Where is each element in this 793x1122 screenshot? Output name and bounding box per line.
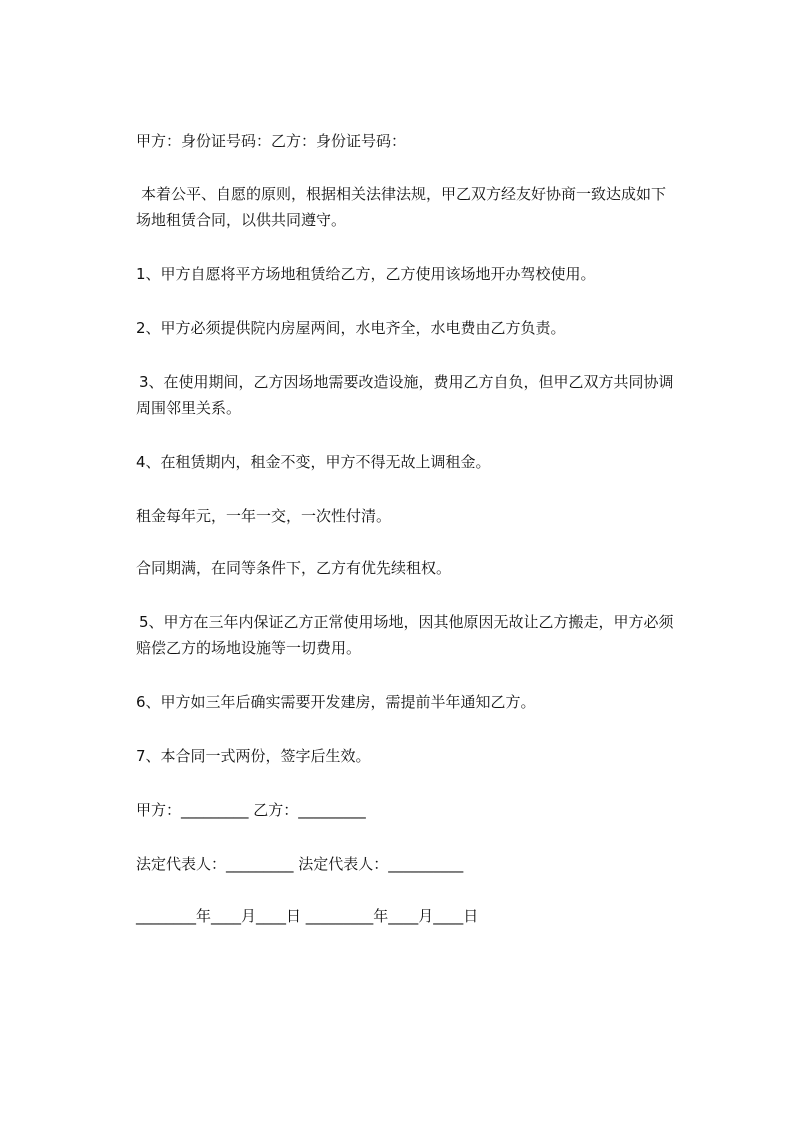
clause-2: 2、甲方必须提供院内房屋两间，水电齐全，水电费由乙方负责。 xyxy=(136,319,566,337)
rent-terms: 租金每年元，一年一交，一次性付清。 xyxy=(136,507,392,525)
signature-parties-line: 甲方：_________ 乙方：_________ xyxy=(136,801,366,819)
clause-5-line-1: 5、甲方在三年内保证乙方正常使用场地，因其他原因无故让乙方搬走，甲方必须 xyxy=(139,613,674,631)
renewal-right: 合同期满，在同等条件下，乙方有优先续租权。 xyxy=(136,559,452,577)
clause-5-line-2: 赔偿乙方的场地设施等一切费用。 xyxy=(136,639,362,657)
clause-3-line-2: 周围邻里关系。 xyxy=(136,399,242,417)
clause-3-line-1: 3、在使用期间，乙方因场地需要改造设施，费用乙方自负，但甲乙双方共同协调 xyxy=(139,373,674,391)
clause-1: 1、甲方自愿将平方场地租赁给乙方，乙方使用该场地开办驾校使用。 xyxy=(136,265,596,283)
parties-id-line: 甲方：身份证号码：乙方：身份证号码： xyxy=(136,132,407,150)
clause-4: 4、在租赁期内，租金不变，甲方不得无故上调租金。 xyxy=(136,453,491,471)
clause-6: 6、甲方如三年后确实需要开发建房，需提前半年通知乙方。 xyxy=(136,693,536,711)
intro-line-1: 本着公平、自愿的原则，根据相关法律法规，甲乙双方经友好协商一致达成如下 xyxy=(141,185,667,203)
clause-7: 7、本合同一式两份，签字后生效。 xyxy=(136,747,371,765)
legal-representatives-line: 法定代表人：_________ 法定代表人：__________ xyxy=(136,855,464,873)
intro-line-2: 场地租赁合同，以供共同遵守。 xyxy=(136,211,347,229)
signing-dates-line: ________年____月____日 _________年____月____日 xyxy=(136,907,479,925)
